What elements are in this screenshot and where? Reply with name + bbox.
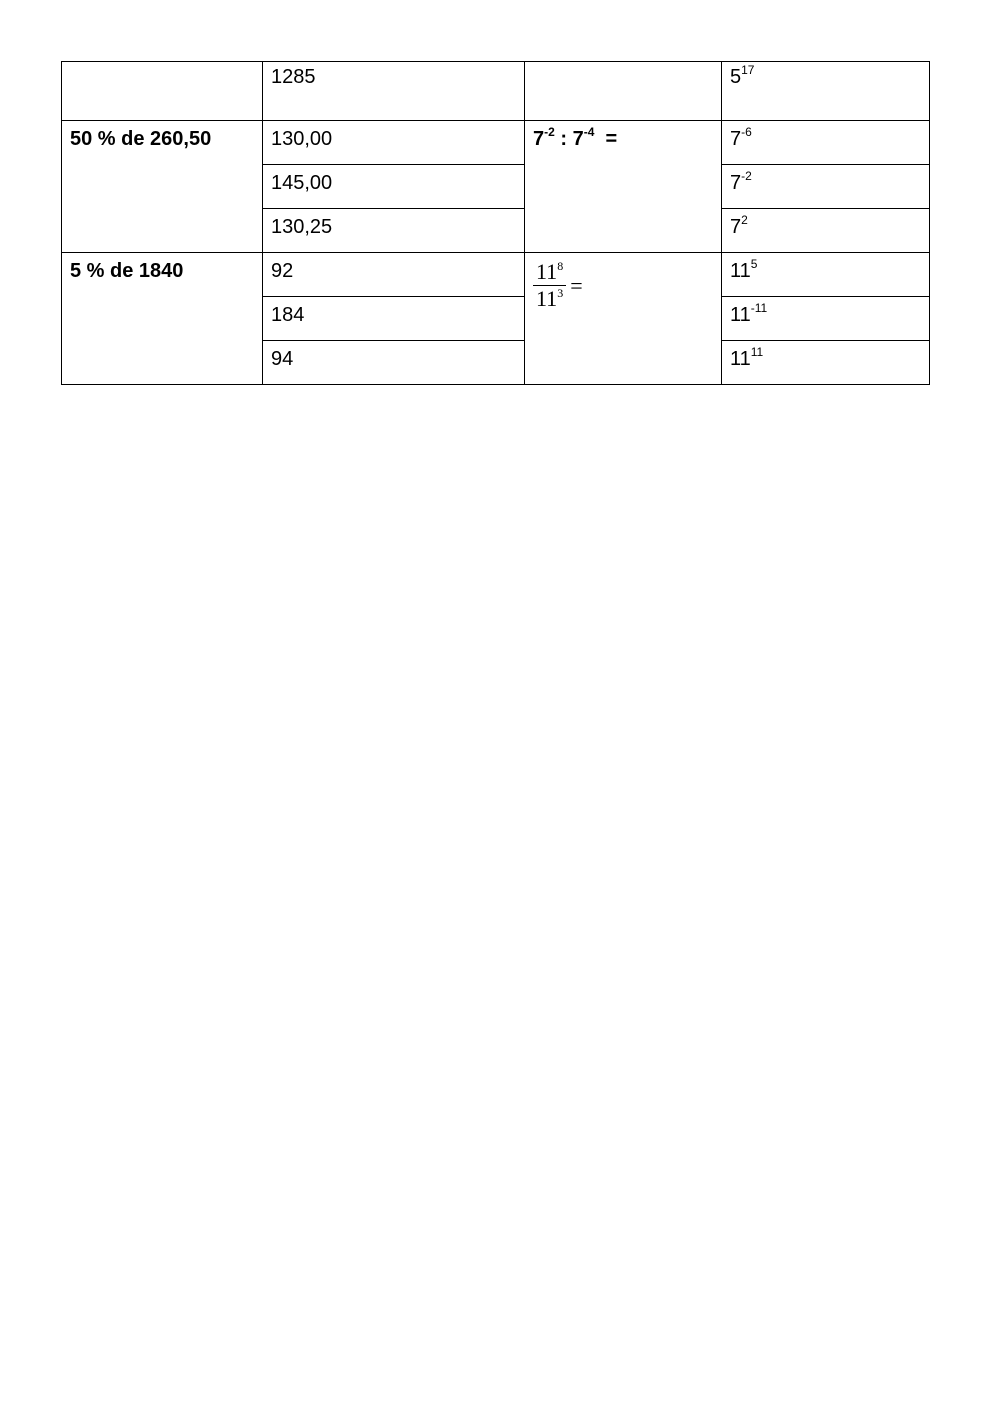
option-cell[interactable]: $11^{-11}$ — [722, 297, 930, 341]
fraction-numerator: $11^8$ — [533, 260, 566, 286]
option-cell[interactable]: $5^{17}$ — [722, 62, 930, 121]
exercise-table — [61, 61, 930, 385]
option-cell[interactable]: 94 — [263, 341, 525, 385]
option-cell[interactable]: 184 — [263, 297, 525, 341]
fraction-denominator: $11^3$ — [536, 286, 564, 311]
question-percent-1: 50 % de 260,50 — [62, 121, 263, 253]
question-cell-empty — [525, 62, 722, 121]
option-cell[interactable]: 130,25 — [263, 209, 525, 253]
option-cell[interactable]: $11^{11}$ — [722, 341, 930, 385]
table-row — [62, 253, 930, 297]
option-cell[interactable]: 145,00 — [263, 165, 525, 209]
option-cell[interactable]: $7^2$ — [722, 209, 930, 253]
option-cell[interactable]: 92 — [263, 253, 525, 297]
table-row — [62, 62, 930, 121]
option-cell[interactable]: 1285 — [263, 62, 525, 121]
question-percent-2: 5 % de 1840 — [62, 253, 263, 385]
question-power-1: $7^{-2}$ : $7^{-4}$ = — [525, 121, 722, 253]
question-cell-empty — [62, 62, 263, 121]
option-cell[interactable]: $11^5$ — [722, 253, 930, 297]
table-row — [62, 121, 930, 165]
option-cell[interactable]: $7^{-6}$ — [722, 121, 930, 165]
equals-sign: = — [570, 272, 583, 298]
fraction — [533, 260, 583, 311]
question-fraction — [525, 253, 722, 385]
option-cell[interactable]: 130,00 — [263, 121, 525, 165]
option-cell[interactable]: $7^{-2}$ — [722, 165, 930, 209]
